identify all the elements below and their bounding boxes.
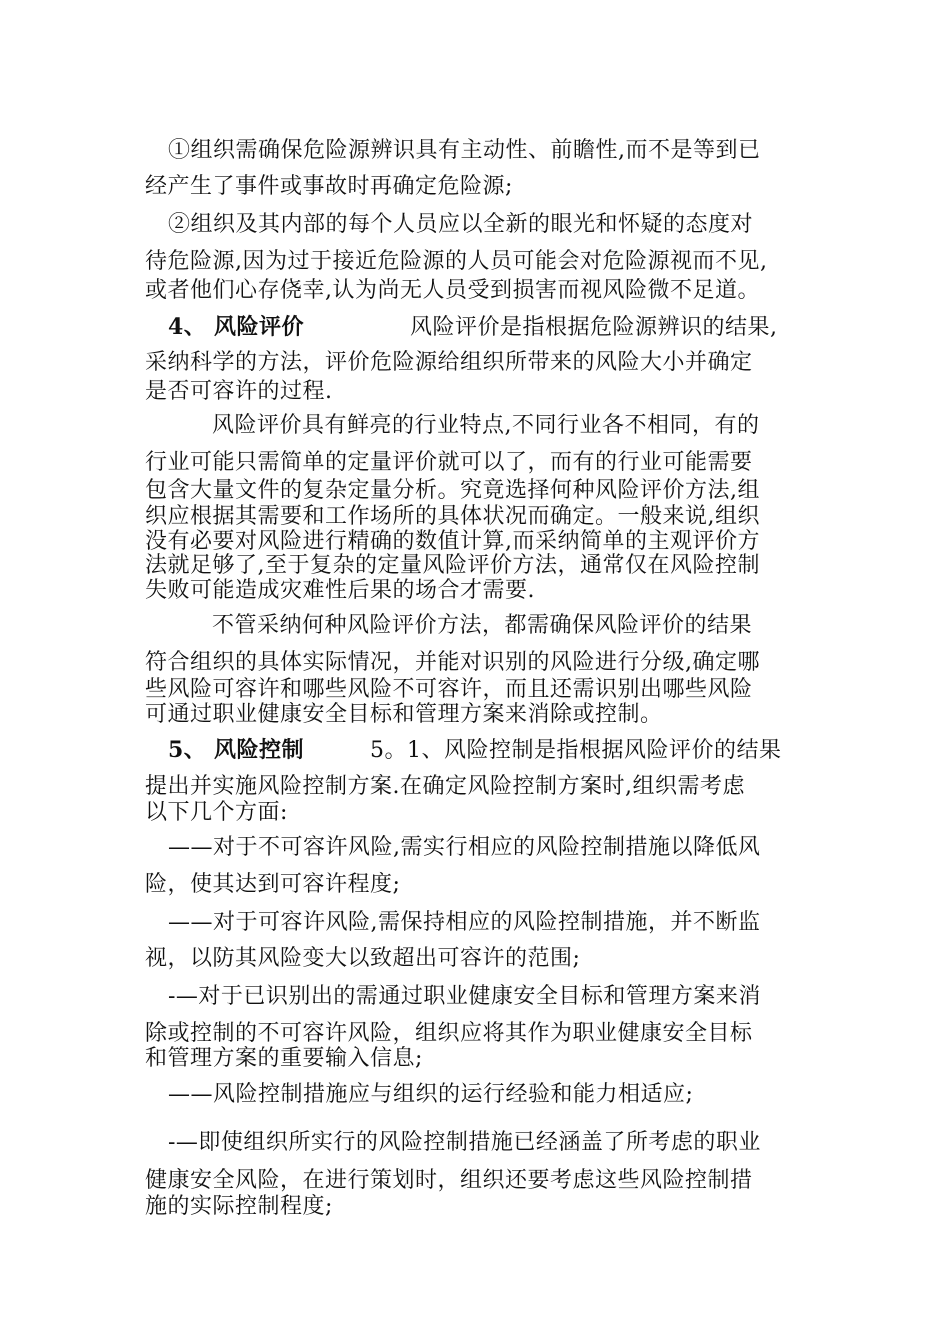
paragraph-line: 行业可能只需简单的定量评价就可以了，而有的行业可能需要 [145, 450, 753, 475]
paragraph-line: 织应根据其需要和工作场所的具体状况而确定。一般来说,组织 [145, 504, 760, 529]
list-item-line: ——对于不可容许风险,需实行相应的风险控制措施以降低风 [168, 835, 761, 860]
section-text: 风险评价是指根据危险源辨识的结果, [410, 315, 778, 340]
paragraph-line: ①组织需确保危险源辨识具有主动性、前瞻性,而不是等到已 [168, 138, 761, 163]
list-item-line: 除或控制的不可容许风险，组织应将其作为职业健康安全目标 [145, 1021, 753, 1046]
paragraph-line: 符合组织的具体实际情况，并能对识别的风险进行分级,确定哪 [145, 650, 760, 675]
list-item-line: 视，以防其风险变大以致超出可容许的范围; [145, 946, 581, 971]
paragraph-line: 经产生了事件或事故时再确定危险源; [145, 174, 513, 199]
paragraph-line: 风险评价具有鲜亮的行业特点,不同行业各不相同，有的 [212, 413, 760, 438]
section-title: 风险评价 [214, 314, 305, 340]
list-item-line: 施的实际控制程度; [145, 1194, 333, 1219]
section-title: 风险控制 [214, 737, 305, 763]
list-item-line: 健康安全风险，在进行策划时，组织还要考虑这些风险控制措 [145, 1168, 753, 1193]
paragraph-line: 是否可容许的过程. [145, 379, 333, 404]
paragraph-line: 提出并实施风险控制方案.在确定风险控制方案时,组织需考虑 [145, 774, 745, 799]
list-item-line: 险，使其达到可容许程度; [145, 872, 401, 897]
paragraph-line: 或者他们心存侥幸,认为尚无人员受到损害而视风险微不足道。 [145, 278, 760, 303]
section-text: 5。1、风险控制是指根据风险评价的结果 [370, 738, 782, 763]
paragraph-line: 法就足够了,至于复杂的定量风险评价方法，通常仅在风险控制 [145, 553, 760, 578]
paragraph-line: 包含大量文件的复杂定量分析。究竟选择何种风险评价方法,组 [145, 478, 760, 503]
paragraph-line: 失败可能造成灾难性后果的场合才需要. [145, 578, 535, 603]
paragraph-line: 待危险源,因为过于接近危险源的人员可能会对危险源视而不见, [145, 249, 768, 274]
list-item-line: ——对于可容许风险,需保持相应的风险控制措施，并不断监 [168, 910, 761, 935]
paragraph-line: 没有必要对风险进行精确的数值计算,而采纳简单的主观评价方 [145, 529, 760, 554]
section-number: 5、 [168, 737, 207, 763]
paragraph-line: 些风险可容许和哪些风险不可容许，而且还需识别出哪些风险 [145, 677, 753, 702]
paragraph-line: 以下几个方面: [145, 800, 288, 825]
section-number: 4、 [168, 314, 207, 340]
list-item-line: 和管理方案的重要输入信息; [145, 1046, 423, 1071]
paragraph-line: 不管采纳何种风险评价方法，都需确保风险评价的结果 [212, 613, 753, 638]
section-heading-4 [0, 314, 950, 341]
paragraph-line: 采纳科学的方法，评价危险源给组织所带来的风险大小并确定 [145, 350, 753, 375]
section-heading-5 [0, 737, 950, 764]
list-item-line: ——风险控制措施应与组织的运行经验和能力相适应; [168, 1082, 694, 1107]
paragraph-line: ②组织及其内部的每个人员应以全新的眼光和怀疑的态度对 [168, 212, 754, 237]
list-item-line: -—对于已识别出的需通过职业健康安全目标和管理方案来消 [168, 984, 761, 1009]
list-item-line: -—即使组织所实行的风险控制措施已经涵盖了所考虑的职业 [168, 1130, 761, 1155]
paragraph-line: 可通过职业健康安全目标和管理方案来消除或控制。 [145, 702, 663, 727]
